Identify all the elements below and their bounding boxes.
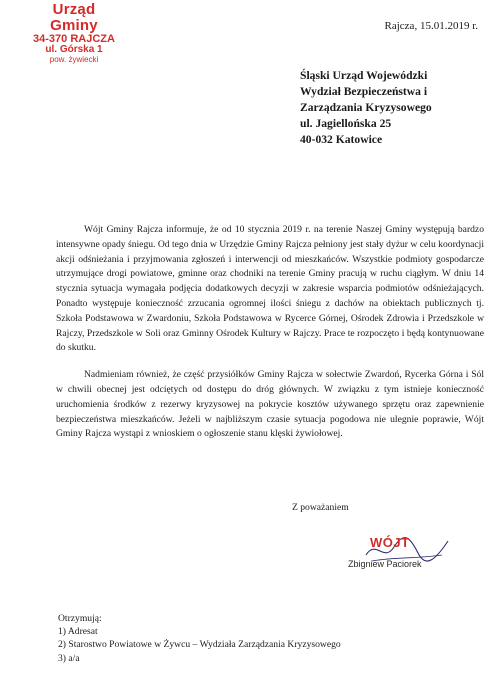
list-item: 2) Starostwo Powiatowe w Żywcu – Wydziała Zarządzania Kryzysowego	[58, 639, 341, 651]
recipient-line: 40-032 Katowice	[300, 133, 383, 146]
letter-body	[56, 223, 484, 442]
recipient-line: Śląski Urząd Wojewódzki	[300, 69, 428, 82]
list-item: 1) Adresat	[58, 626, 98, 638]
stamp-district: pow. żywiecki	[49, 54, 99, 64]
distribution-header: Otrzymują:	[58, 613, 102, 624]
stamp-street: ul. Górska 1	[45, 44, 103, 56]
signature-block	[340, 533, 450, 575]
letter-date: Rajcza, 15.01.2019 r.	[384, 20, 478, 32]
signature-name: Zbigniew Paciorek	[348, 559, 422, 569]
distribution-list	[58, 612, 341, 665]
closing-phrase: Z poważaniem	[292, 502, 349, 513]
distribution-items	[58, 625, 341, 665]
body-paragraph: Wójt Gminy Rajcza informuje, że od 10 stycznia 2019 r. na terenie Naszej Gminy występują bardzo intensywne opady śniegu. Od tego dnia w Urzędzie Gminy Rajcza pełniony jest stały dyżur w celu koordynacji akcji odśnieżania i przyjmowania zgłoszeń i interwencji od mieszkańców. Wszystkie podmioty gospodarcze utrzymujące drogi powiatowe, gminne oraz chodniki na terenie Gminy pracują w ruchu ciągłym. W dniu 14 stycznia sytuacja wymagała podjęcia dodatkowych decyzji w zakresie wsparcia podmiotów odśnieżających. Ponadto występuje konieczność zrzucania ogromnej ilości śniegu z dachów na obiektach publicznych tj. Szkoła Podstawowa w Zwardoniu, Szkoła Podstawowa w Rycerce Górnej, Ośrodek Zdrowia i Przedszkole w Rajczy, Przedszkole w Soli oraz Gminny Ośrodek Kultury w Rajczy. Prace te rozpoczęto i będą kontynuowane do skutku.	[56, 224, 484, 354]
recipient-line: Zarządzania Kryzysowego	[300, 101, 432, 114]
list-item: 3) a/a	[58, 652, 80, 664]
stamp-office-name: Urząd Gminy	[50, 1, 98, 34]
recipient-address	[300, 68, 432, 148]
stamp-postal-code: 34-370 RAJCZA	[33, 32, 115, 45]
body-paragraph: Nadmieniam również, że część przysiółków Gminy Rajcza w sołectwie Zwardoń, Rycerka Górna i Sól w chwili obecnej jest odciętych od dostępu do dróg głównych. W związku z tym istnieje konieczność uruchomienia środków z rezerwy kryzysowej na pokrycie kosztów używanego sprzętu oraz zapewnienie bezpieczeństwa mieszkańców. Jeżeli w najbliższym czasie sytuacja pogodowa nie ulegnie poprawie, Wójt Gminy Rajcza wystąpi z wnioskiem o ogłoszenie stanu klęski żywiołowej.	[56, 369, 484, 440]
office-stamp	[28, 2, 120, 64]
recipient-line: ul. Jagiellońska 25	[300, 117, 392, 130]
recipient-line: Wydział Bezpieczeństwa i	[300, 85, 428, 98]
signature-stamp-title: WÓJT	[370, 535, 410, 550]
